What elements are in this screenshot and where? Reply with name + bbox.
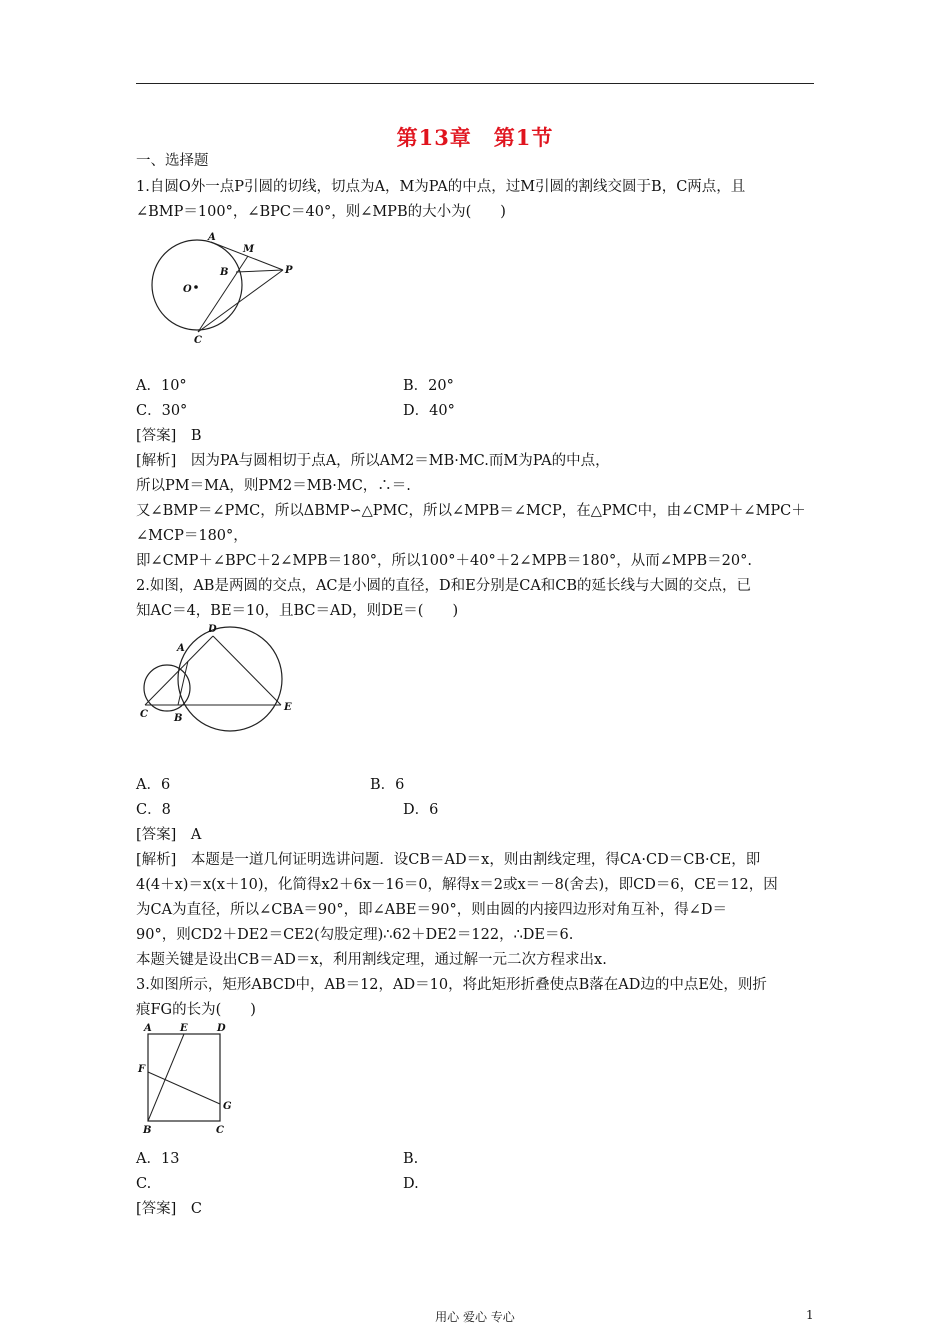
q1-analysis-line3: 又∠BMP＝∠PMC，所以ΔBMP∽△PMC，所以∠MPB＝∠MCP，在△PMC中，由∠CMP＋∠MPC＋ [136, 503, 806, 519]
section-heading: 一、选择题 [136, 153, 209, 169]
q1-label-b: B [220, 267, 229, 278]
q3-answer: [答案] C [136, 1201, 202, 1217]
q3-label-f: F [138, 1064, 146, 1075]
q3-option-d: D. [403, 1176, 419, 1192]
q2-label-b: B [174, 713, 183, 724]
q2-label-e: E [284, 702, 292, 713]
q1-analysis-line2: 所以PM＝MA，则PM2＝MB·MC，∴＝. [136, 478, 411, 494]
q3-stem-line1: 3.如图所示，矩形ABCD中，AB＝12，AD＝10，将此矩形折叠使点B落在AD边的中点E处，则折 [136, 977, 767, 993]
q1-line-pc [198, 270, 283, 332]
q1-analysis-line5: 即∠CMP＋∠BPC＋2∠MPB＝180°，所以100°＋40°＋2∠MPB＝180°，从而∠MPB＝20°. [136, 553, 752, 569]
q3-option-c: C. [136, 1176, 152, 1192]
q1-label-m: M [243, 244, 255, 255]
q3-line-fg [148, 1072, 220, 1104]
header-rule [136, 83, 814, 84]
q1-option-c: C．30° [136, 403, 188, 419]
q3-figure [136, 1020, 246, 1140]
q3-label-e: E [180, 1023, 188, 1034]
q3-rectangle [148, 1034, 220, 1121]
q1-answer: [答案] B [136, 428, 202, 444]
q2-option-a: A．6 [136, 777, 171, 793]
q2-analysis-line4: 90°，则CD2＋DE2＝CE2(勾股定理)∴62＋DE2＝122，∴DE＝6. [136, 927, 574, 943]
q3-label-d: D [217, 1023, 226, 1034]
q3-stem-line2: 痕FG的长为( ) [136, 1002, 256, 1018]
q3-label-g: G [223, 1101, 232, 1112]
q1-analysis-line1: [解析] 因为PA与圆相切于点A，所以AM2＝MB·MC.而M为PA的中点， [136, 453, 610, 469]
q1-label-p: P [285, 265, 293, 276]
q1-option-a: A．10° [136, 378, 187, 394]
q2-analysis-line5: 本题关键是设出CB＝AD＝x，利用割线定理，通过解一元二次方程求出x. [136, 952, 607, 968]
q2-label-a: A [177, 643, 185, 654]
q2-answer: [答案] A [136, 827, 202, 843]
q2-analysis-line2: 4(4＋x)＝x(x＋10)，化简得x2＋6x－16＝0，解得x＝2或x＝－8(舍去)，即CD＝6，CE＝12，因 [136, 877, 778, 893]
q1-label-a: A [208, 232, 216, 243]
q2-stem-line1: 2.如图，AB是两圆的交点，AC是小圆的直径，D和E分别是CA和CB的延长线与大圆的交点，已 [136, 578, 752, 594]
q1-center-dot [194, 285, 198, 289]
q3-option-a: A．13 [136, 1151, 180, 1167]
q2-label-c: C [140, 709, 148, 720]
q1-line-pb [236, 270, 283, 272]
q1-option-d: D．40° [403, 403, 455, 419]
q2-small-circle [144, 665, 190, 711]
footer-text: 用心 爱心 专心 [435, 1310, 515, 1324]
q2-large-circle [178, 627, 282, 731]
page-number: 1 [806, 1308, 814, 1322]
q1-figure [140, 230, 310, 350]
q1-stem-line2: ∠BMP＝100°，∠BPC＝40°，则∠MPB的大小为( ) [136, 204, 506, 220]
q3-label-c: C [216, 1125, 224, 1136]
q2-option-b: B．6 [370, 777, 405, 793]
q2-analysis-line3: 为CA为直径，所以∠CBA＝90°，即∠ABE＝90°，则由圆的内接四边形对角互补，得∠D＝ [136, 902, 727, 918]
chapter-title: 第13章 第1节 [396, 125, 554, 150]
q2-option-c: C．8 [136, 802, 171, 818]
q2-label-d: D [208, 624, 217, 635]
q1-label-o: O [183, 284, 192, 295]
q3-option-b: B. [403, 1151, 419, 1167]
q3-label-b: B [143, 1125, 152, 1136]
q1-analysis-line4: ∠MCP＝180°， [136, 528, 248, 544]
q2-stem-line2: 知AC＝4，BE＝10，且BC＝AD，则DE＝( ) [136, 603, 459, 619]
q1-label-c: C [194, 335, 202, 346]
q1-option-b: B．20° [403, 378, 454, 394]
q2-analysis-line1: [解析] 本题是一道几何证明选讲问题．设CB＝AD＝x，则由割线定理，得CA·CD＝CB·CE，即 [136, 852, 761, 868]
q2-option-d: D．6 [403, 802, 439, 818]
q3-label-a: A [144, 1023, 152, 1034]
q3-line-be [148, 1034, 184, 1121]
q1-stem-line1: 1.自圆O外一点P引圆的切线，切点为A，M为PA的中点，过M引圆的割线交圆于B，C两点，且 [136, 179, 746, 195]
q2-figure [136, 620, 296, 745]
